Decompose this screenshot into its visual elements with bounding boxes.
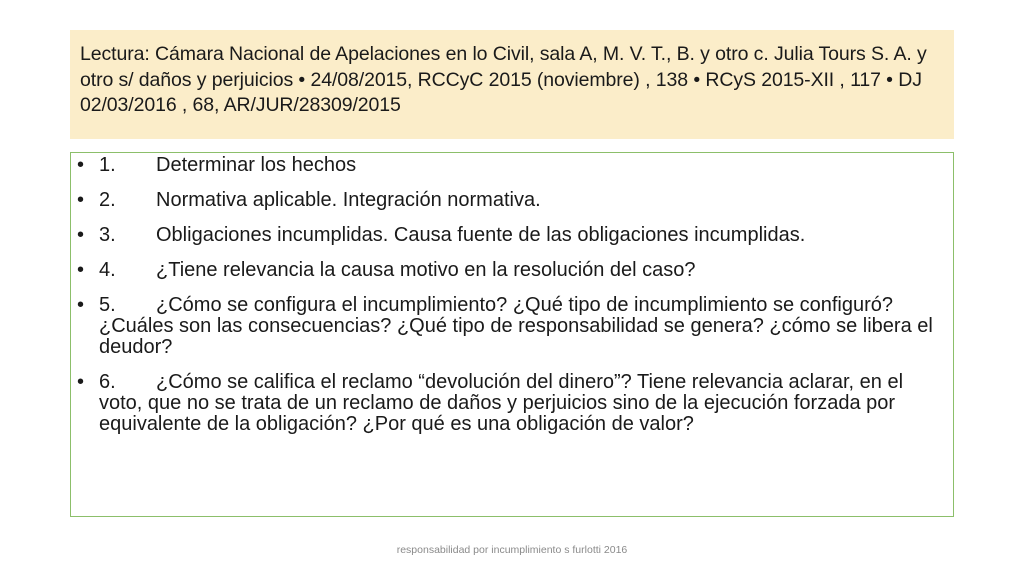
list-item [71,190,943,211]
item-text: Obligaciones incumplidas. Causa fuente de las obligaciones incumplidas. [156,224,806,246]
bullet-icon: • [77,294,85,316]
list-item [71,260,943,281]
bullet-icon: • [77,259,85,281]
item-text: Determinar los hechos [156,154,357,176]
question-list [71,155,943,435]
item-text: ¿Tiene relevancia la causa motivo en la resolución del caso? [156,259,696,281]
list-item [71,295,943,358]
bullet-icon: • [77,154,85,176]
item-number: 5. [99,294,116,316]
item-text: ¿Cómo se configura el incumplimiento? ¿Qué tipo de incumplimiento se configuró? ¿Cuáles son las consecuencias? ¿Qué tipo de responsabilidad se genera? ¿cómo se libera el deudor? [99,294,933,358]
slide-footer: responsabilidad por incumplimiento s furlotti 2016 [396,544,628,556]
slide-title: Lectura: Cámara Nacional de Apelaciones en lo Civil, sala A, M. V. T., B. y otro c. Julia Tours S. A. y otro s/ daños y perjuicios • 24/08/2015, RCCyC 2015 (noviembre) , 138 • RCyS 2015-XII , 117 • DJ 02/03/2016 , 68, AR/JUR/28309/2015 [80,43,927,116]
bullet-icon: • [77,371,85,393]
item-number: 6. [99,371,116,393]
bullet-icon: • [77,189,85,211]
slide-content-box [70,152,954,517]
slide-title-box [70,30,954,139]
bullet-icon: • [77,224,85,246]
item-number: 1. [99,154,116,176]
item-number: 3. [99,224,116,246]
item-text: ¿Cómo se califica el reclamo “devolución del dinero”? Tiene relevancia aclarar, en el voto, que no se trata de un reclamo de daños y perjuicios sino de la ejecución forzada por equivalente de la obligación? ¿Por qué es una obligación de valor? [99,371,904,435]
item-number: 2. [99,189,116,211]
list-item [71,225,943,246]
item-number: 4. [99,259,116,281]
list-item [71,155,943,176]
list-item [71,372,943,435]
item-text: Normativa aplicable. Integración normativa. [156,189,541,211]
